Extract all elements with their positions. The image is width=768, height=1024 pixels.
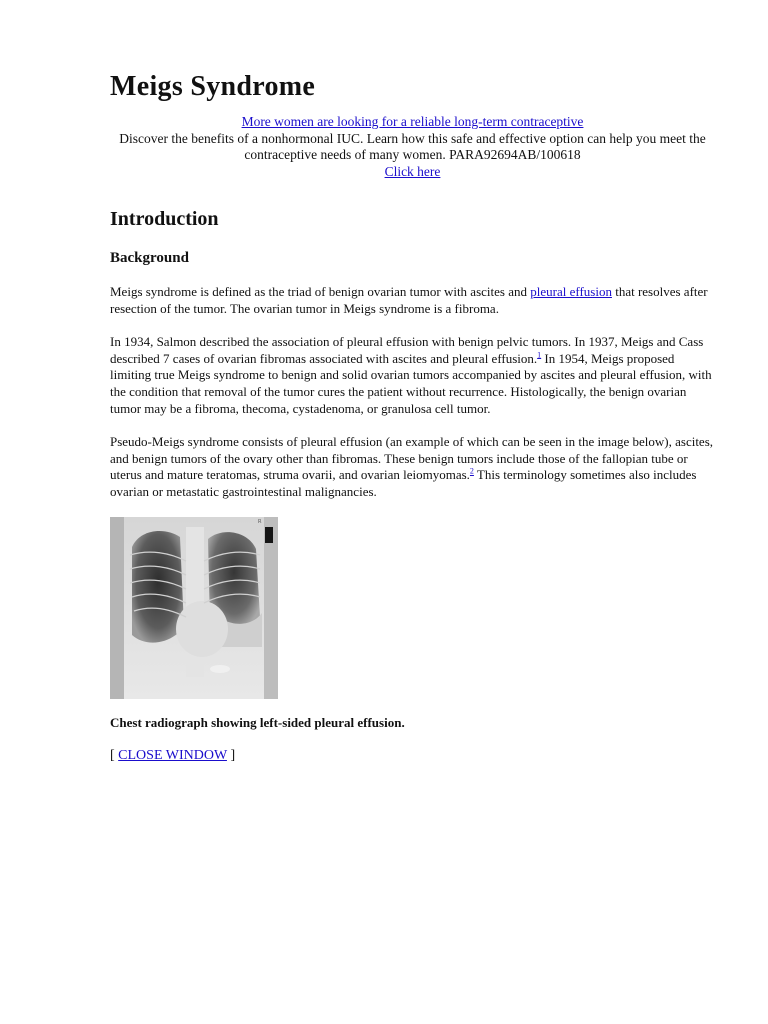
chest-radiograph-image[interactable] (110, 517, 278, 699)
page-title: Meigs Syndrome (110, 71, 316, 102)
paragraph-history (110, 334, 715, 418)
sponsored-ad (110, 114, 715, 180)
paragraph-text: that resolves after resection of the tumor. The ovarian tumor in Meigs syndrome is a fibroma. (110, 284, 708, 316)
paragraph-text: This terminology sometimes also includes ovarian or metastatic gastrointestinal malignancies. (110, 467, 697, 500)
ad-headline-link[interactable]: More women are looking for a reliable long-term contraceptive (241, 114, 584, 129)
reference-link-2[interactable]: 2 (469, 467, 474, 476)
article-content (110, 70, 715, 765)
paragraph-text: In 1934, Salmon described the association of pleural effusion with benign pelvic tumors. In 1937, Meigs and Cass described 7 cases of ovarian fibromas associated with ascites and pleural effusion. (110, 333, 704, 366)
close-window-line (110, 748, 715, 765)
close-window-link[interactable]: CLOSE WINDOW (118, 747, 227, 763)
paragraph-pseudo-meigs (110, 434, 715, 501)
paragraph-text: Meigs syndrome is defined as the triad of benign ovarian tumor with ascites and (110, 284, 531, 299)
open-bracket: [ (110, 747, 119, 763)
close-bracket: ] (226, 747, 236, 763)
paragraph-definition (110, 284, 715, 317)
figure-caption: Chest radiograph showing left-sided pleural effusion. (110, 715, 405, 731)
pleural-effusion-link[interactable]: pleural effusion (530, 284, 612, 299)
ad-body: Discover the benefits of a nonhormonal IUC. Learn how this safe and effective option can help you meet the contraceptive needs of many women. PARA92694AB/100618 (119, 130, 706, 162)
background-heading: Background (110, 250, 189, 266)
reference-link-1[interactable]: 1 (537, 350, 542, 360)
paragraph-text: Pseudo-Meigs syndrome consists of pleural effusion (an example of which can be seen in the image below), ascites, and benign tumors of the ovary other than fibromas. These benign tumors include those of the fallopian tube or uterus and mature teratomas, struma ovarii, and ovarian leiomyomas. (110, 433, 714, 483)
paragraph-text: In 1954, Meigs proposed limiting true Meigs syndrome to benign and solid ovarian tumors accompanied by ascites and pleural effusion, with the condition that removal of the tumor cures the patient without recurrence. Histologically, the benign ovarian tumor may be a fibroma, thecoma, cystadenoma, or granulosa cell tumor. (110, 350, 712, 416)
introduction-heading: Introduction (110, 208, 219, 230)
svg-text:R: R (258, 519, 262, 526)
ad-click-here-link[interactable]: Click here (384, 163, 441, 179)
